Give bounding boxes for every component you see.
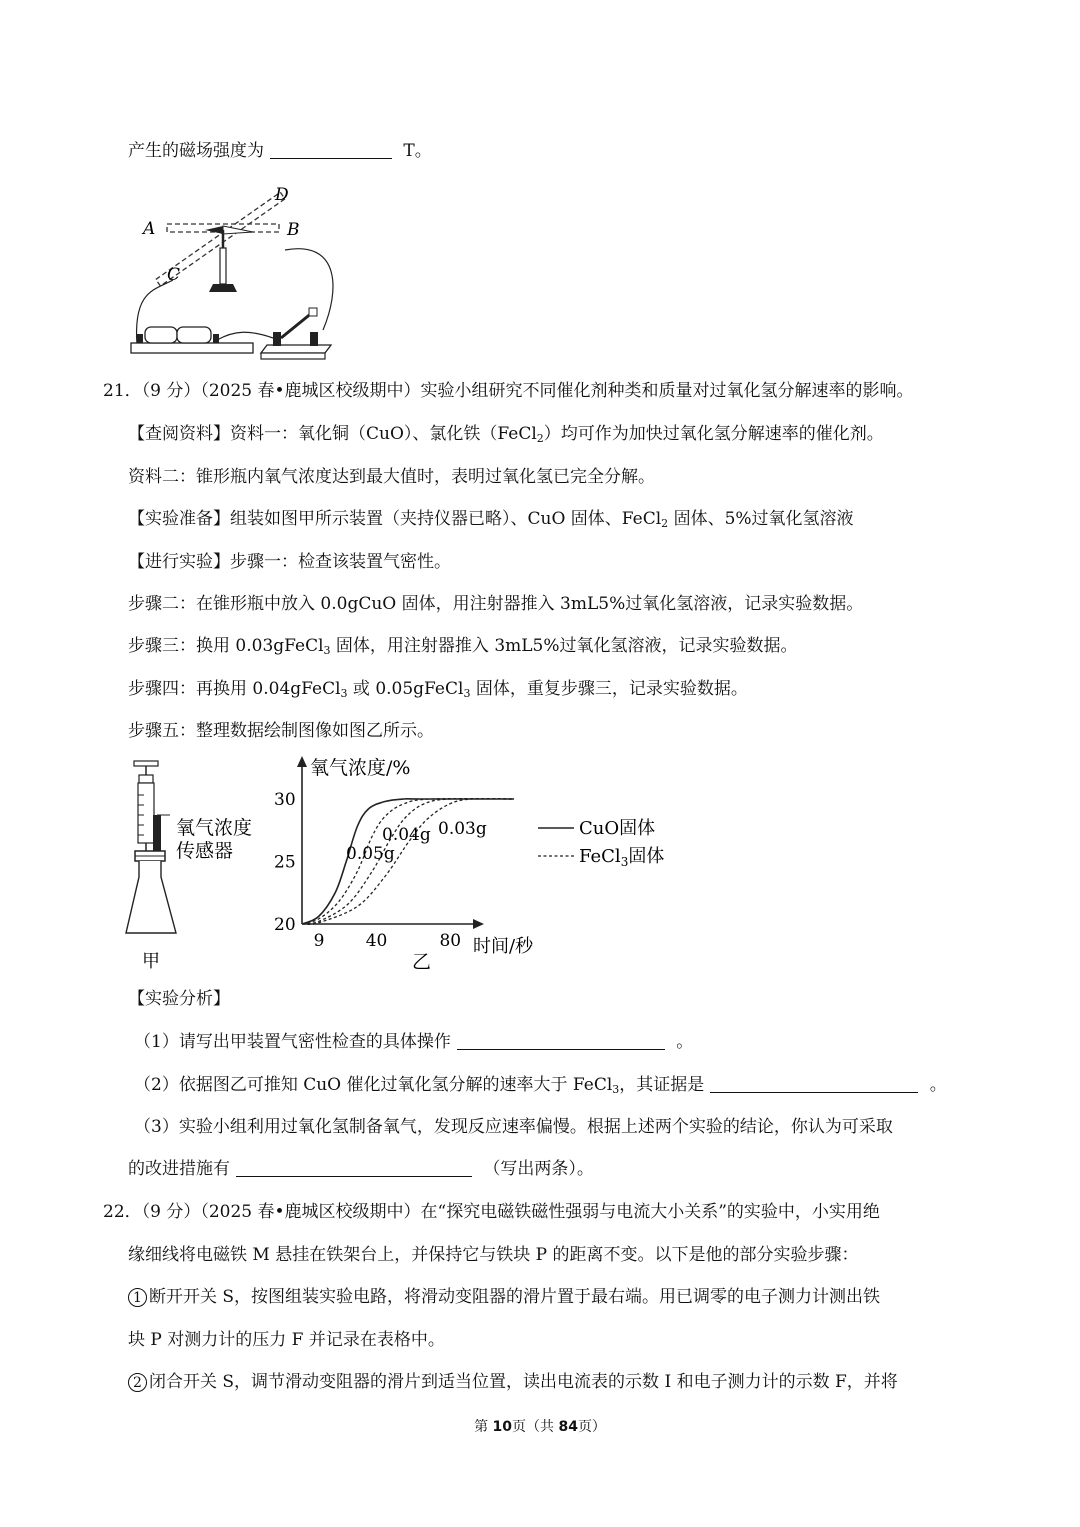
answer-blank-2 [710,1074,918,1093]
label-d: D [275,185,289,205]
q21-step-4: 步骤四：再换用 0.04gFeCl$_3$ 或 0.05gFeCl$_3$ 固体，重复步骤三，记录实验数据。 [128,679,748,700]
apparatus-figure-jia [120,755,270,980]
q21-step-5: 步骤五：整理数据绘制图像如图乙所示。 [128,721,434,741]
label-b: B [287,220,300,240]
q21-header: 21．（9 分）（2025 春•鹿城区校级期中）实验小组研究不同催化剂种类和质量对过氧化氢分解速率的影响。 [103,381,914,401]
q21-step-1: 【进行实验】步骤一：检查该装置气密性。 [128,552,451,572]
oxygen-concentration-chart [270,752,680,980]
q22-step-1-cont: 块 P 对测力计的压力 F 并记录在表格中。 [128,1330,445,1350]
q22-step-1: 1 断开开关 S，按图组装实验电路，将滑动变阻器的滑片置于最右端。用已调零的电子测力计测出铁 [128,1285,880,1309]
series-line-0-05g [302,799,514,924]
q22-step-2: 2 闭合开关 S，调节滑动变阻器的滑片到适当位置，读出电流表的示数 I 和电子测力计的示数 F，并将 [128,1370,898,1394]
q21-analysis-3: （3）实验小组利用过氧化氢制备氧气，发现反应速率偏慢。根据上述两个实验的结论，你认为可采取 [134,1117,893,1137]
q21-step-3: 步骤三：换用 0.03gFeCl$_3$ 固体，用注射器推入 3mL5%过氧化氢溶液，记录实验数据。 [128,636,798,657]
page-footer: 第 10页（共 84页） [474,1419,606,1435]
answer-blank-field [270,140,392,159]
q22-header: 22．（9 分）（2025 春•鹿城区校级期中）在“探究电磁铁磁性强弱与电流大小关系”的实验中，小实用绝 [103,1202,880,1222]
analysis-title: 【实验分析】 [128,989,230,1009]
unit-text: T。 [403,141,432,161]
chart-caption: 乙 [412,951,432,973]
sensor-label-line-1: 氧气浓度 [176,817,253,839]
q21-analysis-3-cont: 的改进措施有 （写出两条）。 [128,1159,594,1179]
annotation-0-05g: 0.05g [346,844,395,864]
compass-circuit-figure [125,180,345,360]
y-axis-label: 氧气浓度/% [310,757,411,779]
series-line-CuO-- [302,799,514,924]
x-axis-label: 时间/秒 [473,936,534,957]
q22-header-cont: 缘细线将电磁铁 M 悬挂在铁架台上，并保持它与铁块 P 的距离不变。以下是他的部分实验步骤： [128,1245,859,1265]
q21-preparation: 【实验准备】组装如图甲所示装置（夹持仪器已略）、CuO 固体、FeCl$_2$ 固体、5%过氧化氢溶液 [128,509,854,530]
label-c: C [167,265,181,285]
legend-dashed-label: FeCl$_3$固体 [579,846,665,869]
q21-analysis-1: （1）请写出甲装置气密性检查的具体操作 。 [134,1032,694,1052]
q21-step-2: 步骤二：在锥形瓶中放入 0.0gCuO 固体，用注射器推入 3mL5%过氧化氢溶液，记录实验数据。 [128,594,864,614]
label-a: A [143,219,156,239]
sensor-label-line-2: 传感器 [176,840,234,862]
legend-solid-label: CuO固体 [579,818,656,839]
y-tick-label: 25 [274,852,296,873]
x-tick-label: 9 [313,931,325,951]
annotation-0-03g: 0.03g [438,819,487,839]
magnetic-field-text: 产生的磁场强度为 [128,141,264,161]
x-tick-label: 80 [439,931,462,951]
series-line-0-04g [302,799,514,924]
q21-reference-1: 【查阅资料】资料一：氧化铜（CuO）、氯化铁（FeCl$_2$）均可作为加快过氧化氢分解速率的催化剂。 [128,424,884,445]
q21-reference-2: 资料二：锥形瓶内氧气浓度达到最大值时，表明过氧化氢已完全分解。 [128,467,655,487]
series-line-0-03g [302,799,514,925]
circled-number-2: 2 [128,1373,147,1392]
q21-analysis-2: （2）依据图乙可推知 CuO 催化过氧化氢分解的速率大于 FeCl$_3$，其证据是 。 [134,1075,947,1096]
answer-blank-1 [457,1031,665,1050]
annotation-0-04g: 0.04g [382,825,431,845]
answer-blank-3 [236,1158,472,1177]
y-tick-label: 20 [274,915,296,935]
circled-number-1: 1 [128,1288,147,1307]
figure-jia-caption: 甲 [142,951,160,972]
magnetic-field-line [128,139,432,163]
y-tick-label: 30 [274,790,296,810]
x-tick-label: 40 [365,931,388,951]
